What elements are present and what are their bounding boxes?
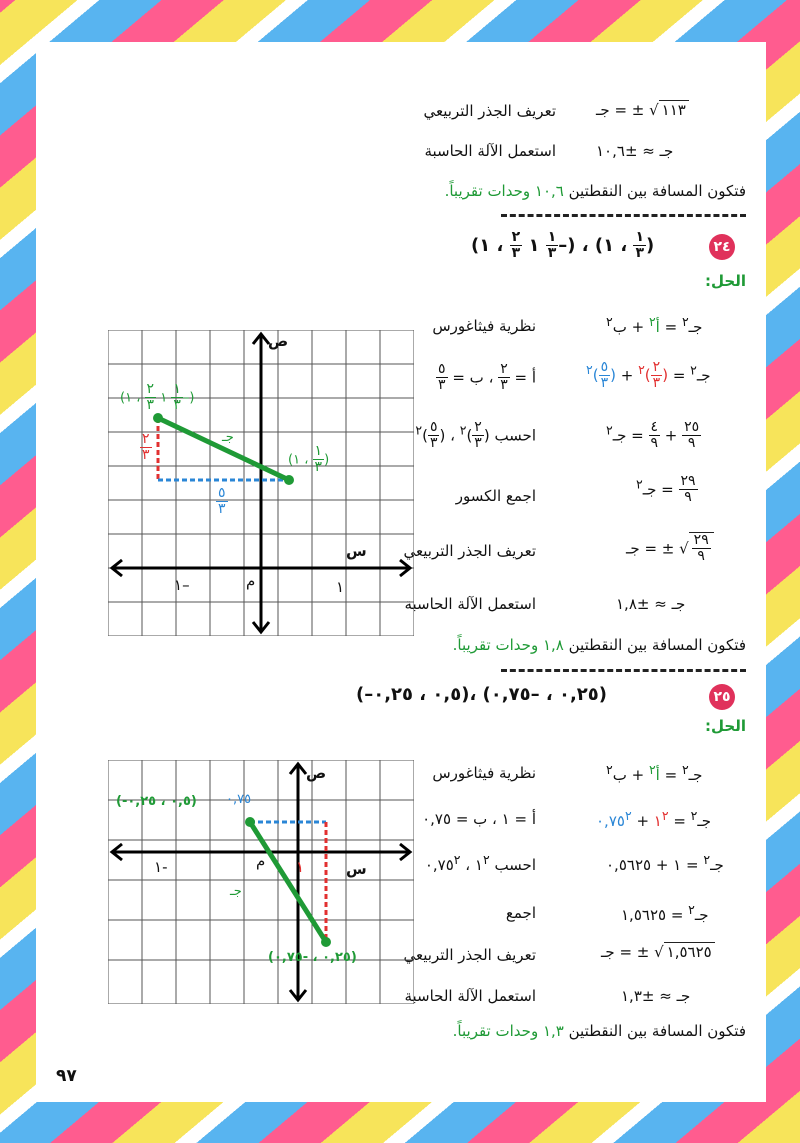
p24-solution-label: الحل: bbox=[705, 272, 746, 290]
p25-origin-label: م bbox=[256, 852, 266, 870]
p24-b-label: $\frac{٥}{٣}$ bbox=[218, 485, 226, 518]
p24-point-a bbox=[153, 413, 163, 423]
p24-origin-label: م bbox=[246, 572, 256, 590]
p25-reason-6: استعمل الآلة الحاسبة bbox=[404, 987, 536, 1005]
p24-step-1: جـ$^٢$ = أ$^٢$ + ب$^٢$ bbox=[606, 314, 703, 336]
p24-step-2: جـ$^٢$ = ( $\frac{٢}{٣}$ )$^٢$ + ( $\frac{٥}{٣}$ )$^٢$ bbox=[586, 359, 711, 392]
p24-reason-2: أ = $\frac{٢}{٣}$ ، ب = $\frac{٥}{٣}$ bbox=[438, 361, 536, 394]
p24-reason-4: اجمع الكسور bbox=[455, 487, 536, 505]
p25-point-a-label: (-٠,٥ ، ٠,٢٥) bbox=[116, 794, 197, 809]
p25-blue-label: ٠,٧٥ bbox=[226, 792, 252, 807]
p24-a-label: $\frac{٢}{٣}$ bbox=[142, 431, 150, 464]
page-number: ٩٧ bbox=[56, 1066, 77, 1086]
p25-step-6: جـ ≈ ±١,٣ bbox=[621, 987, 691, 1005]
problem-24-statement: (١ $\frac{٢}{٣}$ ، ١ $\frac{١}{٣}$ –) ، (١ ، $\frac{١}{٣}$ ) bbox=[471, 229, 655, 262]
p25-reason-5: تعريف الجذر التربيعي bbox=[403, 946, 536, 964]
p24-reason-5: تعريف الجذر التربيعي bbox=[403, 542, 536, 560]
problem-24-badge: ٢٤ bbox=[709, 234, 735, 260]
divider bbox=[501, 214, 746, 217]
p24-reason-1: نظرية فيثاغورس bbox=[432, 317, 536, 335]
p24-point-b-label: (١ ، $\frac{١}{٣}$ ) bbox=[288, 443, 330, 476]
p25-reason-3: احسب $١^٢$ ، ٠,٧٥$^٢$ bbox=[424, 852, 536, 874]
problem-25-badge: ٢٥ bbox=[709, 684, 735, 710]
p25-x-label: س bbox=[346, 860, 367, 878]
p24-step-4: جـ$^٢$ = $\frac{٢٩}{٩}$ bbox=[636, 473, 696, 506]
p25-step-1: جـ$^٢$ = أ$^٢$ + ب$^٢$ bbox=[606, 762, 703, 784]
p24-step-3: جـ$^٢$ = $\frac{٤}{٩}$ + $\frac{٢٥}{٩}$ bbox=[606, 419, 700, 452]
p25-y-label: ص bbox=[306, 764, 327, 782]
p24-point-b bbox=[284, 475, 294, 485]
page-sheet bbox=[36, 42, 766, 1102]
p24-graph bbox=[108, 330, 414, 636]
p23-right-2: استعمل الآلة الحاسبة bbox=[424, 142, 556, 160]
p24-point-a-label: (١ $\frac{٢}{٣}$ ، ١ $\frac{١}{٣}$ –) bbox=[120, 381, 195, 414]
p25-step-3: جـ$^٢$ = ١ + ٠,٥٦٢٥ bbox=[606, 852, 724, 874]
problem-25-statement: (–٠,٥ ، ٠,٢٥)، (٠,٢٥ ، –٠,٧٥) bbox=[356, 684, 607, 705]
p23-left-1: جـ = ± √ ١١٣ bbox=[596, 100, 689, 119]
p25-step-4: جـ$^٢$ = ١,٥٦٢٥ bbox=[621, 902, 709, 924]
divider bbox=[501, 669, 746, 672]
p25-reason-4: اجمع bbox=[505, 904, 536, 922]
p24-conclusion: فتكون المسافة بين النقطتين ١,٨ وحدات تقريباً. bbox=[452, 636, 746, 654]
p24-neg-one: ١– bbox=[174, 576, 190, 594]
p25-reason-1: نظرية فيثاغورس bbox=[432, 764, 536, 782]
p24-reason-3: احسب ( $\frac{٢}{٣}$ )$^٢$ ، ( $\frac{٥}{٣}$ )$^٢$ bbox=[415, 419, 536, 452]
p23-right-1: تعريف الجذر التربيعي bbox=[423, 102, 556, 120]
p25-point-b-label: (٠,٢٥ ، -٠,٧٥) bbox=[268, 950, 357, 965]
p25-step-5: جـ = ± √ ١,٥٦٢٥ bbox=[601, 942, 715, 961]
p24-c-label: جـ bbox=[222, 430, 234, 445]
p24-step-5: جـ = ± √ $\frac{٢٩}{٩}$ bbox=[626, 532, 714, 565]
p25-point-a bbox=[245, 817, 255, 827]
p24-hypotenuse bbox=[158, 418, 289, 480]
p25-point-b bbox=[321, 937, 331, 947]
p24-reason-6: استعمل الآلة الحاسبة bbox=[404, 595, 536, 613]
p24-y-label: ص bbox=[268, 332, 289, 350]
p25-conclusion: فتكون المسافة بين النقطتين ١,٣ وحدات تقريباً. bbox=[452, 1022, 746, 1040]
p24-step-6: جـ ≈ ±١,٨ bbox=[616, 595, 686, 613]
p25-step-2: جـ$^٢$ = $١^٢$ + $٠,٧٥^٢$ bbox=[596, 808, 712, 830]
p25-red-one: ١ bbox=[296, 858, 305, 876]
p25-neg-one: ١- bbox=[154, 858, 168, 876]
p25-reason-2: أ = ١ ، ب = ٠,٧٥ bbox=[422, 810, 536, 828]
p25-solution-label: الحل: bbox=[705, 717, 746, 735]
p25-c-label: جـ bbox=[230, 884, 242, 899]
p23-conclusion: فتكون المسافة بين النقطتين ١٠,٦ وحدات تقريباً. bbox=[444, 182, 746, 200]
p23-left-2: جـ ≈ ±١٠,٦ bbox=[596, 142, 674, 160]
p24-axes bbox=[112, 334, 410, 632]
p24-pos-one: ١ bbox=[336, 578, 345, 596]
p24-x-label: س bbox=[346, 542, 367, 560]
